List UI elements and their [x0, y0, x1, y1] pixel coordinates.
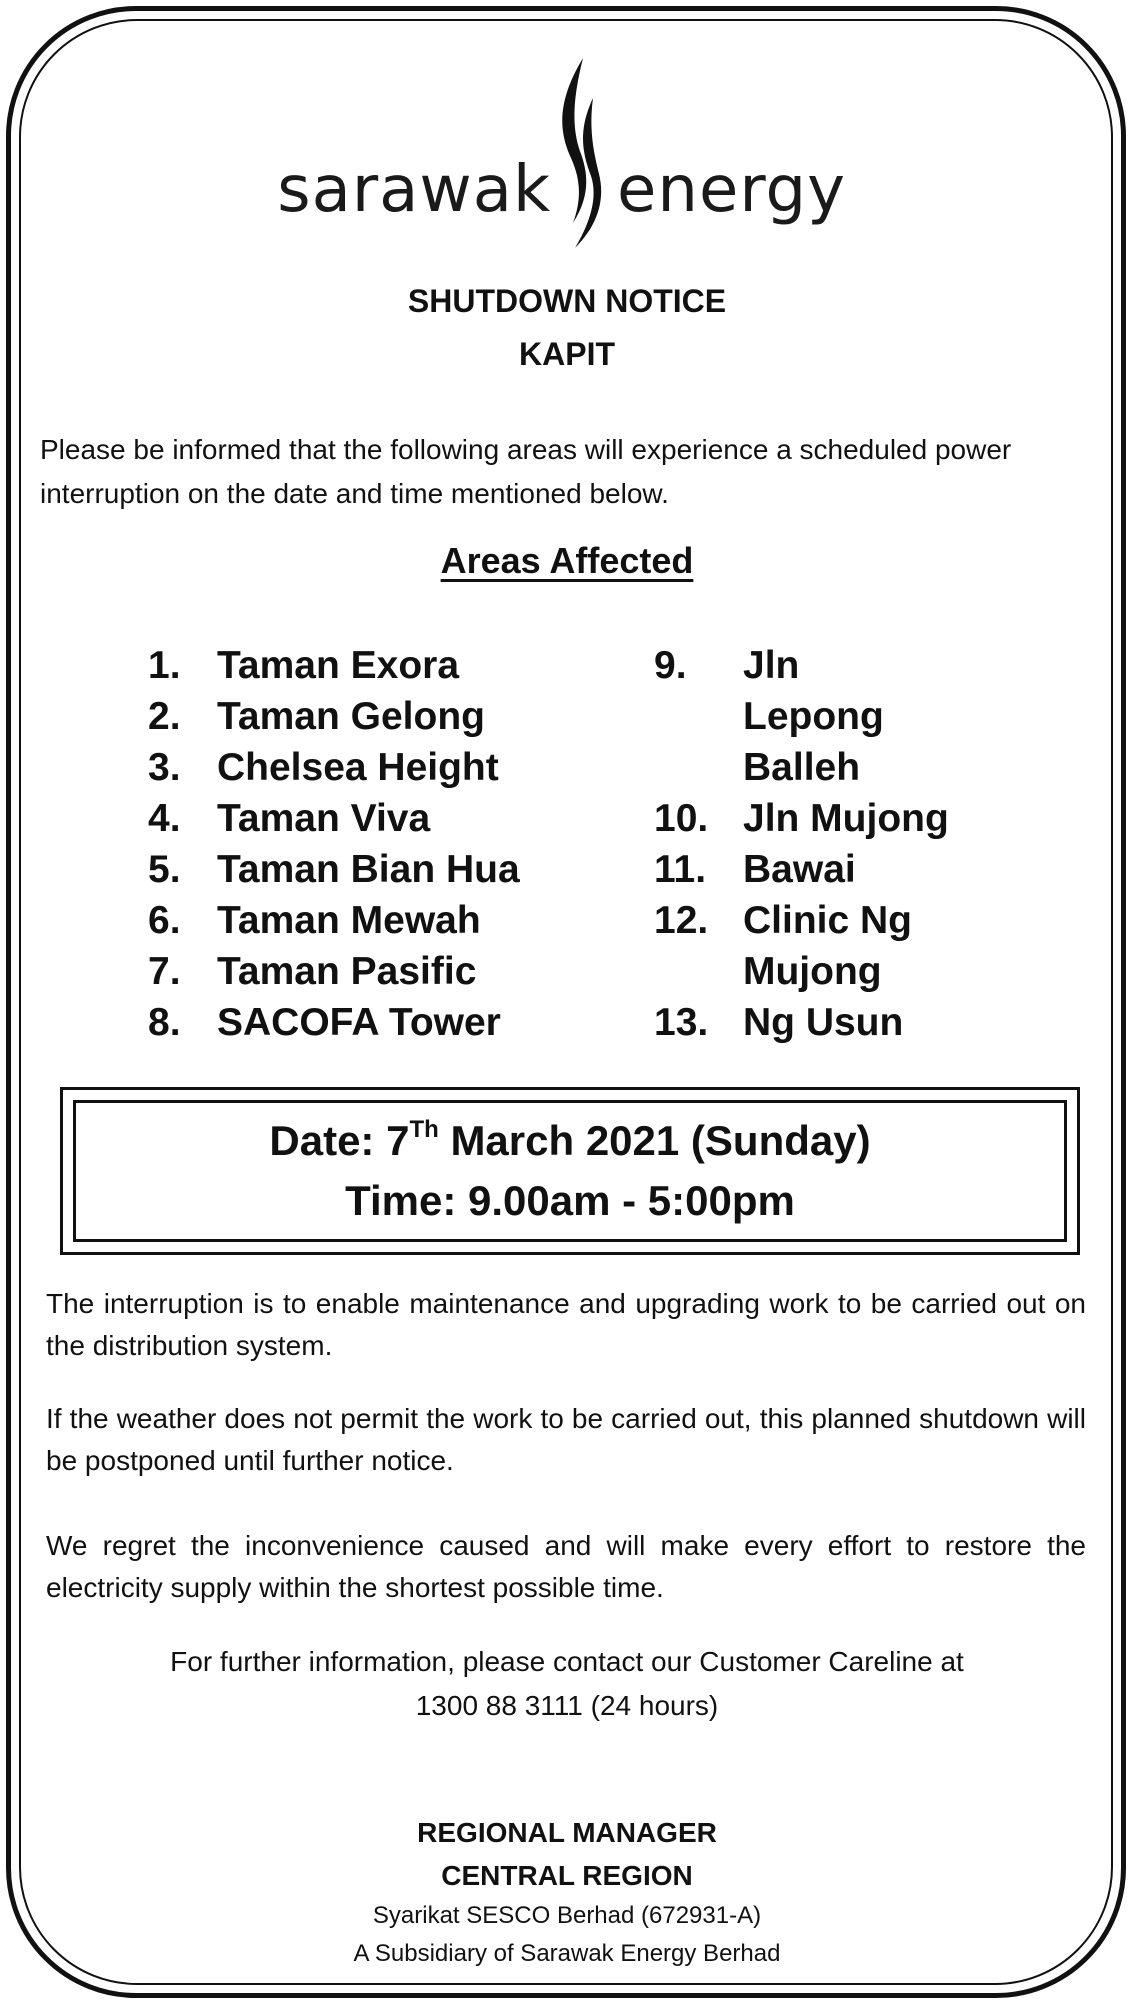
- schedule-date: Date: 7Th March 2021 (Sunday): [269, 1116, 871, 1164]
- list-item: 8. SACOFA Tower: [148, 1001, 501, 1044]
- signatory-region: CENTRAL REGION: [441, 1860, 693, 1891]
- intro-paragraph: Please be informed that the following areas will experience a scheduled power interruption on the date and time mentioned below.: [40, 434, 1012, 509]
- contact-line: For further information, please contact our Customer Careline at: [170, 1646, 964, 1677]
- list-item: 2. Taman Gelong: [148, 695, 485, 738]
- list-item: 6. Taman Mewah: [148, 899, 481, 942]
- weather-paragraph: If the weather does not permit the work to be carried out, this planned shutdown will be postponed until further notice.: [46, 1403, 1086, 1476]
- list-item: 1. Taman Exora: [148, 644, 460, 687]
- list-item: 10. Jln Mujong: [654, 797, 949, 840]
- list-item: 11. Bawai: [654, 848, 856, 891]
- company-subsidiary: A Subsidiary of Sarawak Energy Berhad: [353, 1940, 781, 1967]
- list-item: 5. Taman Bian Hua: [148, 848, 520, 891]
- list-item: 7. Taman Pasific: [148, 950, 477, 993]
- list-item: 4. Taman Viva: [148, 797, 431, 840]
- schedule-box: [60, 1087, 1080, 1255]
- notice-location: KAPIT: [519, 336, 615, 372]
- areas-affected-title: Areas Affected: [440, 540, 694, 581]
- apology-paragraph: We regret the inconvenience caused and will make every effort to restore the electricity supply within the shortest possible time.: [46, 1530, 1086, 1603]
- flame-icon: [553, 58, 605, 248]
- company-name: Syarikat SESCO Berhad (672931-A): [372, 1902, 762, 1929]
- notice-title: SHUTDOWN NOTICE: [407, 283, 727, 319]
- logo-word-sarawak: sarawak: [277, 153, 551, 227]
- areas-list-left: [148, 640, 608, 1048]
- reason-paragraph: The interruption is to enable maintenance and upgrading work to be carried out on the distribution system.: [46, 1288, 1086, 1361]
- sarawak-energy-logo: [0, 58, 1134, 248]
- areas-list-right: [654, 640, 1014, 1048]
- signatory-role: REGIONAL MANAGER: [417, 1817, 717, 1848]
- list-item: 9. Jln Lepong Balleh: [654, 644, 884, 789]
- schedule-time: Time: 9.00am - 5:00pm: [345, 1177, 795, 1224]
- list-item: 12. Clinic Ng Mujong: [654, 899, 913, 993]
- logo-word-energy: energy: [617, 153, 846, 227]
- list-item: 3. Chelsea Height: [148, 746, 499, 789]
- careline-number: 1300 88 3111 (24 hours): [415, 1690, 719, 1721]
- list-item: 13. Ng Usun: [654, 1001, 904, 1044]
